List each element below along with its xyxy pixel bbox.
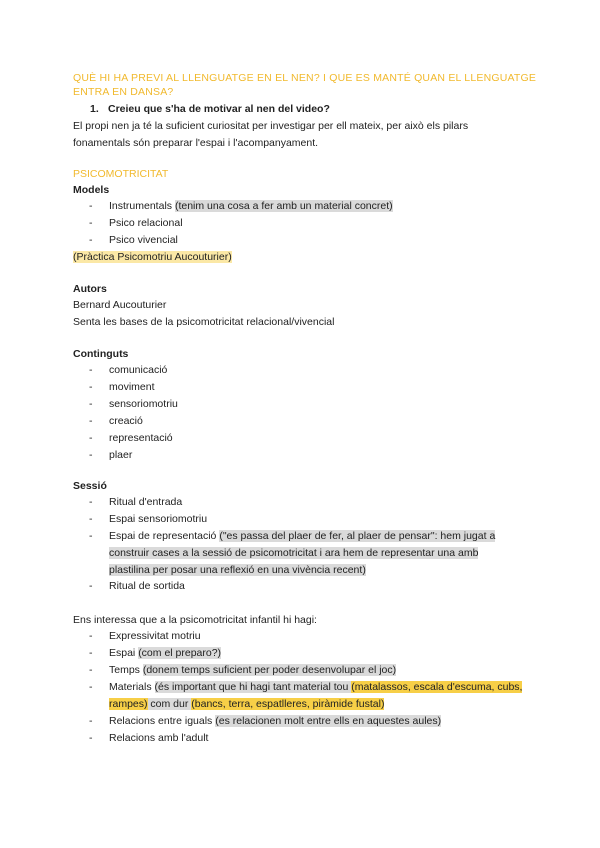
bullet: - [89, 530, 93, 542]
bullet: - [89, 415, 93, 427]
models-heading: Models [73, 184, 110, 196]
list-item: comunicació [109, 364, 168, 376]
bullet: - [89, 681, 93, 693]
bullet: - [89, 496, 93, 508]
intro-line-1: El propi nen ja té la suficient curiositat per investigar per ell mateix, per això els pilars [73, 120, 469, 132]
highlight-note: ("es passa del plaer de fer, al plaer de pensar": hem jugat a [219, 530, 496, 542]
bullet: - [89, 647, 93, 659]
page-title: QUÈ HI HA PREVI AL LLENGUATGE EN EL NEN? I QUE ES MANTÉ QUAN EL LLENGUATGE ENTRA EN DANSA? [73, 72, 537, 98]
list-item: Materials (és important que hi hagi tant material tou (matalassos, escala d'escuma, cubs, [109, 681, 523, 693]
list-item: plaer [109, 449, 133, 461]
list-item: Relacions amb l'adult [109, 732, 209, 744]
list-item: Instrumentals (tenim una cosa a fer amb un material concret) [109, 200, 393, 212]
highlight-note: (donem temps suficient per poder desenvolupar el joc) [142, 664, 397, 676]
list-item: Expressivitat motriu [109, 630, 201, 642]
bullet: - [89, 432, 93, 444]
list-item: Espai sensoriomotriu [109, 513, 208, 525]
bullet: - [89, 630, 93, 642]
list-item: creació [109, 415, 143, 427]
highlight-note: (tenim una cosa a fer amb un material concret) [174, 200, 393, 212]
highlight-note: (es relacionen molt entre ells en aquestes aules) [215, 715, 442, 727]
list-item: Psico relacional [109, 217, 183, 229]
list-item: sensoriomotriu [109, 398, 178, 410]
bullet: - [89, 381, 93, 393]
highlight-note: (és important que hi hagi tant material tou [154, 681, 352, 693]
list-item: Espai de representació ("es passa del plaer de fer, al plaer de pensar": hem jugat a [109, 530, 496, 542]
list-item: moviment [109, 381, 155, 393]
bullet: - [89, 580, 93, 592]
list-item-continuation: rampes) com dur (bancs, terra, espatlleres, piràmide fustal) [109, 698, 385, 710]
autors-heading: Autors [73, 283, 107, 295]
bullet: - [89, 200, 93, 212]
sessio-heading: Sessió [73, 480, 107, 492]
bullet: - [89, 398, 93, 410]
list-item-continuation: plastilina per posar una reflexió en una vivència recent) [109, 564, 366, 576]
list-item: Ritual de sortida [109, 580, 185, 592]
bullet: - [89, 449, 93, 461]
question-text: Creieu que s'ha de motivar al nen del video? [108, 103, 330, 115]
bullet: - [89, 364, 93, 376]
bullet: - [89, 234, 93, 246]
bullet: - [89, 732, 93, 744]
question-number: 1. [90, 103, 99, 115]
interessa-heading: Ens interessa que a la psicomotricitat infantil hi hagi: [73, 614, 317, 626]
list-item: Psico vivencial [109, 234, 178, 246]
intro-line-2: fonamentals són preparar l'espai i l'acompanyament. [73, 137, 319, 149]
section-title: PSICOMOTRICITAT [73, 168, 169, 180]
list-item: Ritual d'entrada [109, 496, 183, 508]
bullet: - [89, 513, 93, 525]
list-item: representació [109, 432, 173, 444]
models-note: (Pràctica Psicomotriu Aucouturier) [73, 251, 232, 263]
autors-line-1: Bernard Aucouturier [73, 299, 167, 311]
highlight-note: (com el preparo?) [138, 647, 222, 659]
continguts-heading: Continguts [73, 348, 129, 360]
bullet: - [89, 715, 93, 727]
list-item-continuation: construir cases a la sessió de psicomotricitat i ara hem de representar una amb [109, 547, 479, 559]
bullet: - [89, 217, 93, 229]
list-item: Temps (donem temps suficient per poder desenvolupar el joc) [109, 664, 397, 676]
list-item: Espai (com el preparo?) [109, 647, 222, 659]
autors-line-2: Senta les bases de la psicomotricitat relacional/vivencial [73, 316, 335, 328]
highlight-yellow: (matalassos, escala d'escuma, cubs, [351, 681, 523, 693]
list-item: Relacions entre iguals (es relacionen molt entre ells en aquestes aules) [109, 715, 442, 727]
bullet: - [89, 664, 93, 676]
